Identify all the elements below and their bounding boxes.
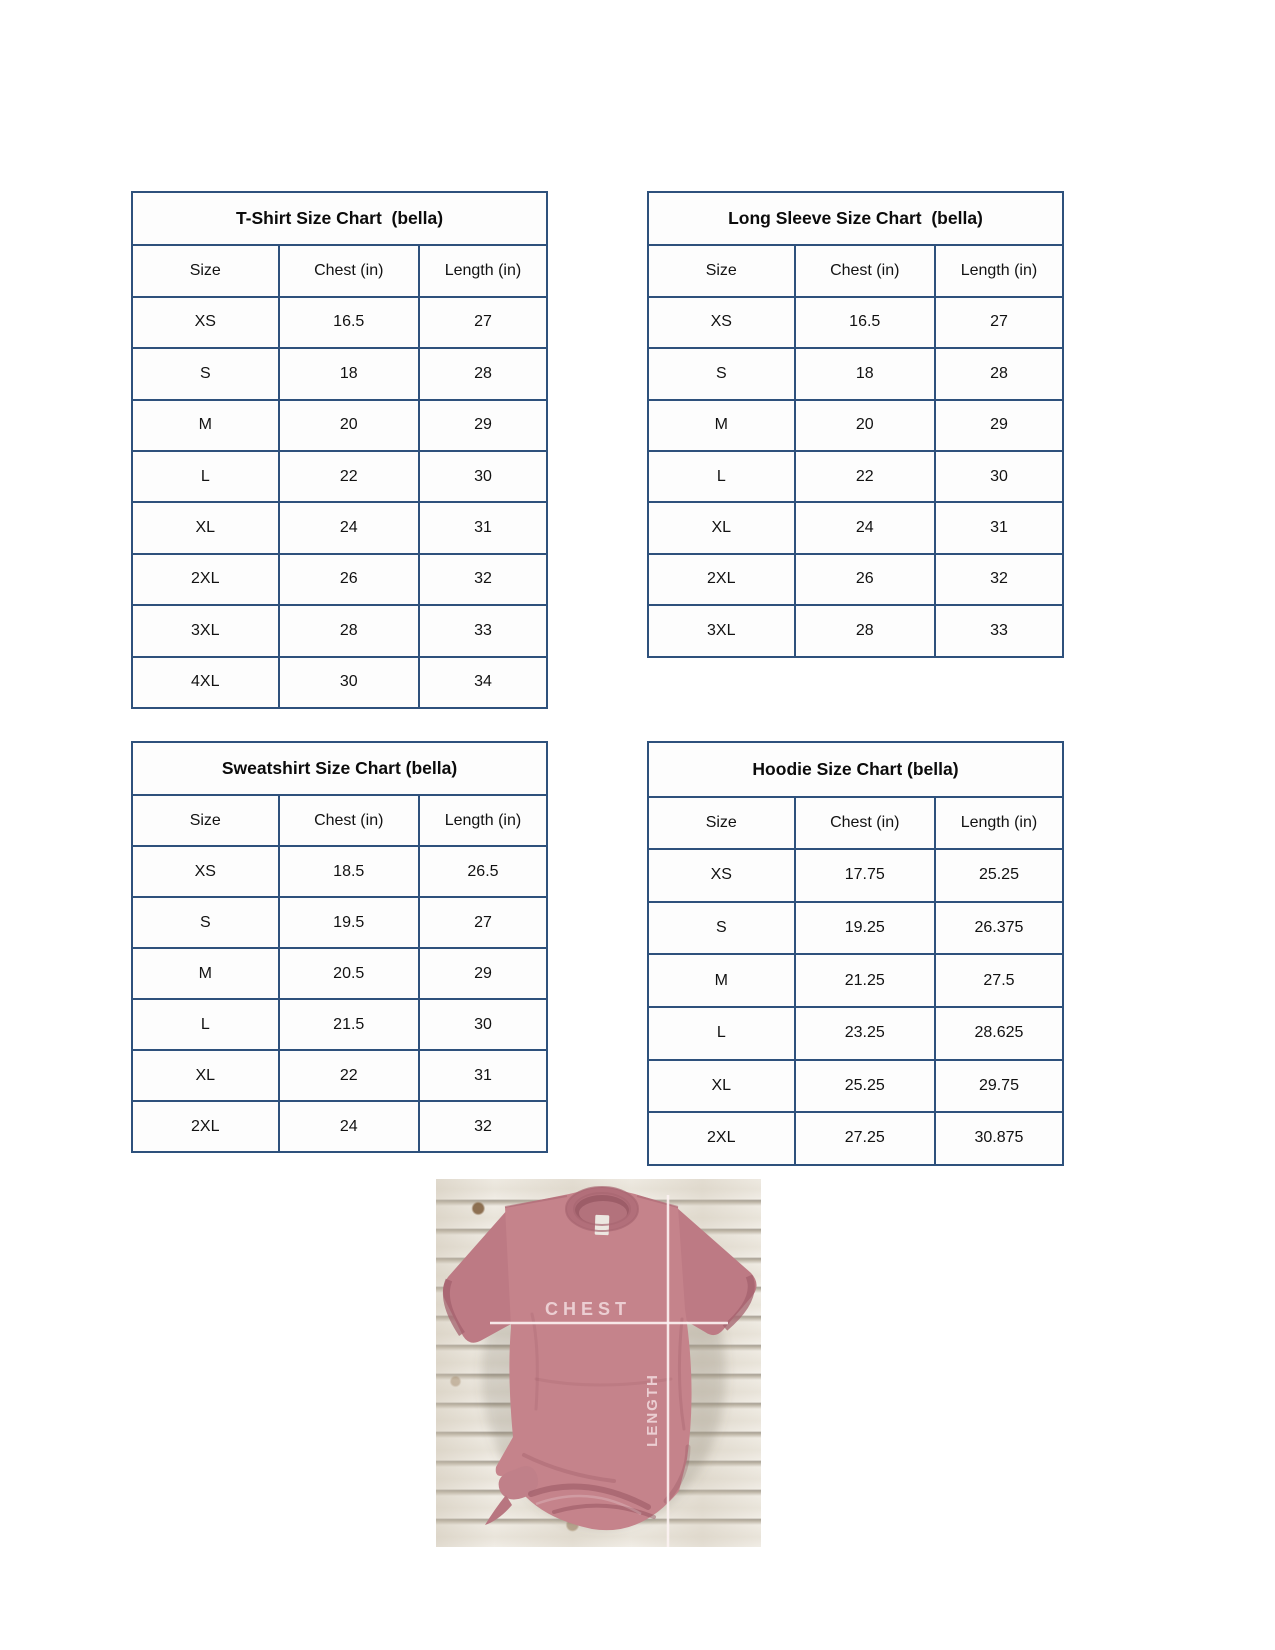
size-cell: 3XL — [133, 604, 278, 655]
size-chart-table-tshirt — [131, 191, 548, 709]
value-cell: 30 — [418, 450, 546, 501]
table-title: Hoodie Size Chart (bella) — [752, 758, 959, 779]
value-cell: 32 — [418, 553, 546, 604]
tshirt-graphic — [443, 1187, 757, 1530]
column-header: Chest (in) — [794, 796, 934, 849]
table-title: Long Sleeve Size Chart (bella) — [728, 208, 983, 229]
value-cell: 33 — [934, 604, 1062, 655]
size-cell: L — [133, 450, 278, 501]
value-cell: 28 — [418, 347, 546, 398]
table-title: T-Shirt Size Chart (bella) — [235, 208, 444, 229]
column-header: Chest (in) — [278, 244, 418, 295]
value-cell: 18.5 — [278, 845, 418, 896]
size-chart-table-hoodie — [647, 741, 1064, 1166]
size-cell: S — [133, 347, 278, 398]
value-cell: 20 — [794, 399, 934, 450]
value-cell: 30 — [934, 450, 1062, 501]
value-cell: 21.5 — [278, 998, 418, 1049]
value-cell: 34 — [418, 656, 546, 707]
size-cell: M — [133, 947, 278, 998]
column-header: Size — [649, 244, 794, 295]
value-cell: 25.25 — [934, 848, 1062, 901]
size-cell: 2XL — [649, 553, 794, 604]
value-cell: 26.5 — [418, 845, 546, 896]
size-cell: 3XL — [649, 604, 794, 655]
table-grid — [133, 794, 546, 1151]
value-cell: 18 — [794, 347, 934, 398]
value-cell: 27 — [934, 296, 1062, 347]
value-cell: 29 — [418, 399, 546, 450]
value-cell: 26.375 — [934, 901, 1062, 954]
column-header: Length (in) — [418, 244, 546, 295]
column-header: Chest (in) — [794, 244, 934, 295]
value-cell: 20.5 — [278, 947, 418, 998]
value-cell: 31 — [418, 501, 546, 552]
size-cell: XS — [649, 296, 794, 347]
value-cell: 27.5 — [934, 953, 1062, 1006]
size-chart-table-sweatshirt — [131, 741, 548, 1153]
value-cell: 26 — [794, 553, 934, 604]
value-cell: 29 — [934, 399, 1062, 450]
value-cell: 24 — [794, 501, 934, 552]
size-cell: XL — [133, 501, 278, 552]
size-cell: 2XL — [649, 1111, 794, 1164]
column-header: Length (in) — [934, 244, 1062, 295]
value-cell: 19.25 — [794, 901, 934, 954]
size-cell: M — [133, 399, 278, 450]
size-cell: S — [649, 347, 794, 398]
value-cell: 22 — [278, 450, 418, 501]
value-cell: 28 — [278, 604, 418, 655]
value-cell: 32 — [418, 1100, 546, 1151]
size-cell: XL — [649, 501, 794, 552]
value-cell: 33 — [418, 604, 546, 655]
value-cell: 28 — [794, 604, 934, 655]
column-header: Length (in) — [418, 794, 546, 845]
value-cell: 17.75 — [794, 848, 934, 901]
value-cell: 27 — [418, 896, 546, 947]
size-cell: XL — [649, 1059, 794, 1112]
value-cell: 20 — [278, 399, 418, 450]
value-cell: 26 — [278, 553, 418, 604]
value-cell: 24 — [278, 1100, 418, 1151]
value-cell: 30 — [418, 998, 546, 1049]
size-cell: XS — [649, 848, 794, 901]
size-cell: S — [649, 901, 794, 954]
value-cell: 24 — [278, 501, 418, 552]
value-cell: 29 — [418, 947, 546, 998]
size-cell: XS — [133, 845, 278, 896]
value-cell: 27.25 — [794, 1111, 934, 1164]
value-cell: 31 — [934, 501, 1062, 552]
size-cell: 4XL — [133, 656, 278, 707]
value-cell: 16.5 — [794, 296, 934, 347]
length-label: LENGTH — [644, 1373, 661, 1447]
value-cell: 29.75 — [934, 1059, 1062, 1112]
chest-label: CHEST — [544, 1299, 632, 1319]
value-cell: 16.5 — [278, 296, 418, 347]
size-cell: 2XL — [133, 553, 278, 604]
value-cell: 28 — [934, 347, 1062, 398]
tshirt-measurement-image — [436, 1179, 761, 1547]
table-title: Sweatshirt Size Chart (bella) — [221, 758, 458, 778]
value-cell: 25.25 — [794, 1059, 934, 1112]
product-photo — [436, 1179, 761, 1547]
value-cell: 31 — [418, 1049, 546, 1100]
size-cell: M — [649, 399, 794, 450]
column-header: Size — [133, 244, 278, 295]
table-grid — [649, 796, 1062, 1164]
size-cell: L — [649, 1006, 794, 1059]
column-header: Size — [133, 794, 278, 845]
value-cell: 32 — [934, 553, 1062, 604]
column-header: Chest (in) — [278, 794, 418, 845]
table-grid — [649, 244, 1062, 655]
size-cell: XS — [133, 296, 278, 347]
value-cell: 23.25 — [794, 1006, 934, 1059]
value-cell: 30.875 — [934, 1111, 1062, 1164]
size-cell: S — [133, 896, 278, 947]
value-cell: 18 — [278, 347, 418, 398]
column-header: Size — [649, 796, 794, 849]
value-cell: 30 — [278, 656, 418, 707]
value-cell: 21.25 — [794, 953, 934, 1006]
value-cell: 22 — [278, 1049, 418, 1100]
table-grid — [133, 244, 546, 707]
size-cell: M — [649, 953, 794, 1006]
value-cell: 27 — [418, 296, 546, 347]
size-cell: L — [133, 998, 278, 1049]
value-cell: 28.625 — [934, 1006, 1062, 1059]
size-cell: XL — [133, 1049, 278, 1100]
size-cell: L — [649, 450, 794, 501]
hem-knot-tail — [485, 1495, 512, 1525]
value-cell: 19.5 — [278, 896, 418, 947]
size-chart-table-longsleeve — [647, 191, 1064, 658]
value-cell: 22 — [794, 450, 934, 501]
size-cell: 2XL — [133, 1100, 278, 1151]
column-header: Length (in) — [934, 796, 1062, 849]
